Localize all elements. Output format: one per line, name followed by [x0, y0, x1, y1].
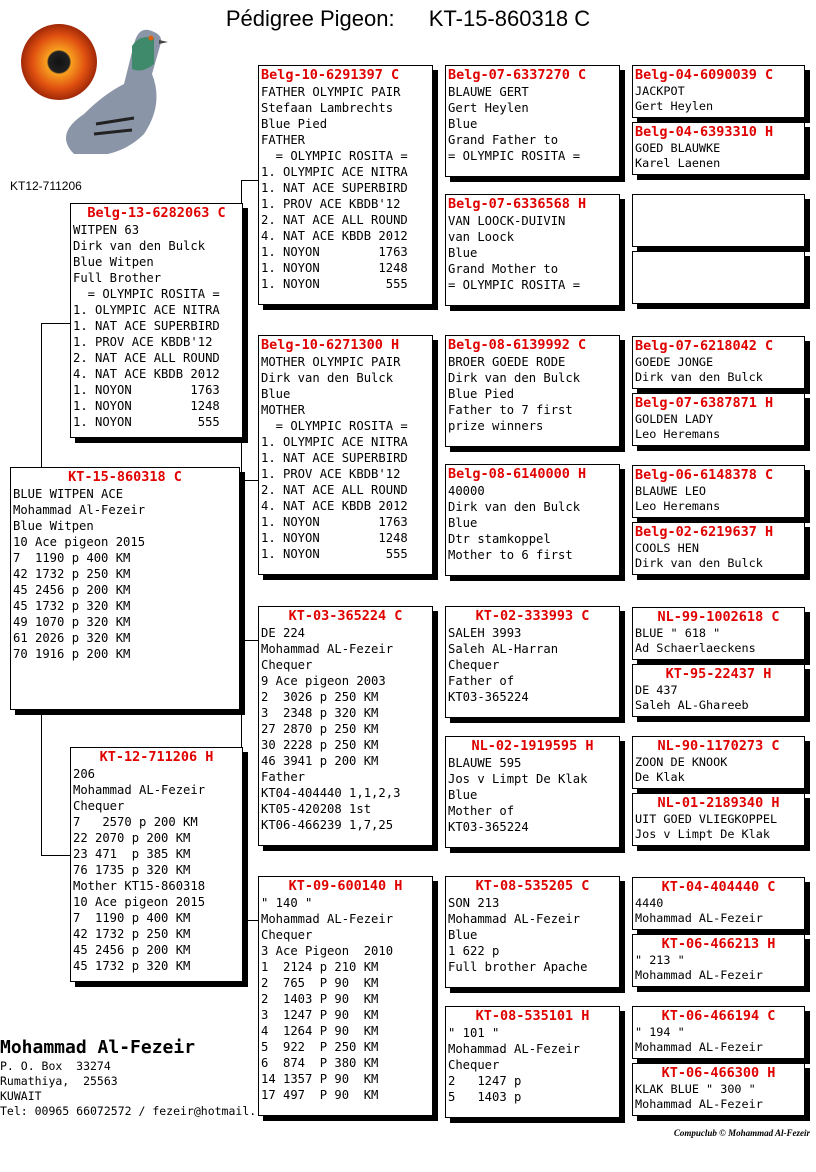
ring-number: KT-06-466300 H [661, 1065, 776, 1081]
info-line: Full Brother [73, 271, 162, 285]
info-line: Blue [448, 928, 478, 942]
info-line: 1. NOYON 1248 [261, 261, 408, 275]
ancestor-box [632, 522, 805, 575]
info-line: " 140 " [261, 896, 313, 910]
info-line: BLAUWE 595 [448, 756, 522, 770]
info-line: Full brother Apache [448, 960, 588, 974]
ancestor-box [445, 736, 620, 848]
info-line: Mohammad AL-Fezeir [261, 642, 394, 656]
info-line: ZOON DE KNOOK [635, 755, 728, 769]
ancestor-box [632, 877, 805, 930]
info-line: " 101 " [448, 1026, 500, 1040]
connector [241, 480, 258, 481]
ancestor-box [445, 1006, 620, 1118]
info-line: 1. OLYMPIC ACE NITRA [261, 165, 408, 179]
info-line: 9 Ace pigeon 2003 [261, 674, 386, 688]
owner-contact-line: Tel: 00965 66072572 / fezeir@hotmail. [0, 1104, 257, 1118]
info-line: van Loock [448, 230, 515, 244]
ring-number: NL-99-1002618 C [657, 609, 780, 625]
info-line: Leo Heremans [635, 498, 721, 513]
ring-number: Belg-02-6219637 H [635, 524, 774, 540]
info-line: 1. NOYON 1763 [261, 245, 408, 259]
footer-credit: Compuclub © Mohammad Al-Fezeir [673, 1128, 810, 1138]
info-line: Blue Witpen [13, 519, 94, 533]
info-line: 4. NAT ACE KBDB 2012 [73, 367, 220, 381]
mother-box [70, 747, 243, 982]
ring-number: Belg-04-6090039 C [635, 67, 774, 83]
ancestor-box [632, 736, 805, 789]
info-line: 1. NAT ACE SUPERBIRD [261, 181, 408, 195]
connector [622, 100, 623, 145]
info-line: Blue Pied [261, 117, 328, 131]
info-line: 23 471 p 385 KM [73, 847, 191, 861]
info-line: KLAK BLUE " 300 " [635, 1082, 756, 1096]
info-line: BROER GOEDE RODE [448, 355, 566, 369]
ring-number: KT-12-711206 H [99, 749, 214, 765]
info-line: = OLYMPIC ROSITA = [73, 287, 220, 301]
info-line: 1 622 p [448, 944, 500, 958]
info-line: Father to 7 first [448, 403, 573, 417]
info-line: Blue [448, 117, 478, 131]
ring-number: KT-06-466194 C [661, 1008, 776, 1024]
info-line: Mohammad AL-Fezeir [73, 783, 206, 797]
info-line: 206 [73, 767, 96, 781]
ring-number: Belg-10-6271300 H [261, 337, 400, 353]
info-line: Chequer [261, 658, 313, 672]
info-line: 22 2070 p 200 KM [73, 831, 191, 845]
info-line: 3 1247 P 90 KM [261, 1008, 379, 1022]
info-line: 1. PROV ACE KBDB'12 [261, 197, 401, 211]
info-line: Mother KT15-860318 [73, 879, 206, 893]
info-line: 1. NOYON 555 [261, 277, 408, 291]
info-line: KT04-404440 1,1,2,3 [261, 786, 401, 800]
info-line: Dirk van den Bulck [448, 371, 581, 385]
info-line: 61 2026 p 320 KM [13, 631, 131, 645]
info-line: 7 1190 p 400 KM [13, 551, 131, 565]
info-line: 76 1735 p 320 KM [73, 863, 191, 877]
info-line: = OLYMPIC ROSITA = [448, 149, 581, 163]
info-line: 49 1070 p 320 KM [13, 615, 131, 629]
info-line: Stefaan Lambrechts [261, 101, 394, 115]
info-line: Dirk van den Bulck [635, 369, 763, 384]
info-line: Blue [448, 516, 478, 530]
info-line: Saleh AL-Ghareeb [635, 697, 749, 712]
info-line: Leo Heremans [635, 426, 721, 441]
ancestor-box [632, 664, 805, 717]
grandfather-paternal-box [258, 65, 433, 305]
info-line: 45 1732 p 320 KM [73, 959, 191, 973]
ancestor-box [445, 606, 620, 718]
info-line: Dtr stamkoppel [448, 532, 551, 546]
owner-address-line: Rumathiya, 25563 [0, 1074, 118, 1088]
info-line: 5 1403 p [448, 1090, 522, 1104]
info-line: Ad Schaerlaeckens [635, 640, 756, 655]
info-line: 17 497 P 90 KM [261, 1088, 379, 1102]
info-line: 1. NOYON 1763 [73, 383, 220, 397]
info-line: Blue Witpen [73, 255, 154, 269]
info-line: 1. NOYON 555 [261, 547, 408, 561]
info-line: = OLYMPIC ROSITA = [261, 419, 408, 433]
info-line: SALEH 3993 [448, 626, 522, 640]
info-line: Mohammad AL-Fezeir [448, 912, 581, 926]
title-label: Pédigree Pigeon: [225, 6, 395, 31]
ancestor-box [632, 393, 805, 446]
ring-number: KT-95-22437 H [665, 666, 772, 682]
ancestor-box [445, 194, 620, 306]
connector [436, 930, 437, 1055]
info-line: Mohammad Al-Fezeir [13, 503, 146, 517]
info-line: Gert Heylen [448, 101, 529, 115]
info-line: 70 1916 p 200 KM [13, 647, 131, 661]
info-line: Mohammad AL-Fezeir [635, 1039, 763, 1054]
info-line: 1. NOYON 555 [73, 415, 220, 429]
info-line: 1. PROV ACE KBDB'12 [73, 335, 213, 349]
info-line: BLUE " 618 " [635, 626, 721, 640]
ring-number: KT-03-365224 C [288, 608, 403, 624]
info-line: Father of [448, 674, 515, 688]
info-line: 3 2348 p 320 KM [261, 706, 379, 720]
info-line: 7 1190 p 400 KM [73, 911, 191, 925]
info-line: Mohammad AL-Fezeir [635, 967, 763, 982]
info-line: Gert Heylen [635, 98, 714, 113]
owner-address-line: KUWAIT [0, 1089, 42, 1103]
ancestor-box [632, 934, 805, 987]
ring-number: NL-90-1170273 C [657, 738, 780, 754]
info-line: 4440 [635, 896, 664, 910]
info-line: 1. NAT ACE SUPERBIRD [73, 319, 220, 333]
info-line: 14 1357 P 90 KM [261, 1072, 379, 1086]
info-line: WITPEN 63 [73, 223, 140, 237]
info-line: Blue [448, 788, 478, 802]
ancestor-box [445, 876, 620, 988]
info-line: 5 922 P 250 KM [261, 1040, 379, 1054]
photo-label: KT12-711206 [10, 179, 82, 193]
info-line: 1. NAT ACE SUPERBIRD [261, 451, 408, 465]
info-line: 7 2570 p 200 KM [73, 815, 198, 829]
father-box [70, 203, 243, 438]
info-line: prize winners [448, 419, 544, 433]
connector [622, 1040, 623, 1085]
info-line: 42 1732 p 250 KM [13, 567, 131, 581]
info-line: Father [261, 770, 306, 784]
info-line: JACKPOT [635, 84, 685, 98]
info-line: DE 224 [261, 626, 306, 640]
info-line: Jos v Limpt De Klak [635, 826, 770, 841]
info-line: BLAUWE GERT [448, 85, 529, 99]
info-line: = OLYMPIC ROSITA = [448, 278, 581, 292]
info-line: 45 2456 p 200 KM [73, 943, 191, 957]
ring-number: Belg-08-6140000 H [448, 466, 587, 482]
info-line: = OLYMPIC ROSITA = [261, 149, 408, 163]
grandfather-maternal-box [258, 606, 433, 846]
info-line: GOEDE JONGE [635, 355, 714, 369]
info-line: " 213 " [635, 953, 685, 967]
info-line: COOLS HEN [635, 541, 699, 555]
info-line: 4 1264 P 90 KM [261, 1024, 379, 1038]
info-line: 1. NOYON 1248 [73, 399, 220, 413]
info-line: 10 Ace pigeon 2015 [13, 535, 146, 549]
info-line: Mohammad AL-Fezeir [635, 910, 763, 925]
info-line: DE 437 [635, 683, 678, 697]
ancestor-box [445, 65, 620, 177]
ring-number: Belg-08-6139992 C [448, 337, 587, 353]
info-line: Mother of [448, 804, 515, 818]
ring-number: KT-09-600140 H [288, 878, 403, 894]
info-line: 3 Ace Pigeon 2010 [261, 944, 394, 958]
ring-number: Belg-13-6282063 C [87, 205, 226, 221]
connector [41, 323, 70, 324]
info-line: 27 2870 p 250 KM [261, 722, 379, 736]
ancestor-box [632, 607, 805, 660]
ring-number: KT-04-404440 C [661, 879, 776, 895]
grandmother-maternal-box [258, 876, 433, 1116]
info-line: Karel Laenen [635, 155, 721, 170]
info-line: GOLDEN LADY [635, 412, 714, 426]
info-line: 42 1732 p 250 KM [73, 927, 191, 941]
connector [622, 905, 623, 950]
info-line: 45 1732 p 320 KM [13, 599, 131, 613]
info-line: FATHER OLYMPIC PAIR [261, 85, 401, 99]
connector [622, 640, 623, 685]
ring-number: KT-06-466213 H [661, 936, 776, 952]
info-line: Mohammad AL-Fezeir [448, 1042, 581, 1056]
connector [436, 390, 437, 515]
info-line: Blue Pied [448, 387, 515, 401]
connector [41, 323, 42, 467]
ring-number: KT-08-535101 H [475, 1008, 590, 1024]
info-line: Blue [448, 246, 478, 260]
info-line: 2. NAT ACE ALL ROUND [261, 213, 408, 227]
grandmother-paternal-box [258, 335, 433, 575]
info-line: Dirk van den Bulck [635, 555, 763, 570]
ring-number: Belg-07-6336568 H [448, 196, 587, 212]
info-line: Chequer [73, 799, 125, 813]
ancestor-box [632, 1063, 805, 1116]
connector [241, 920, 258, 921]
info-line: 46 3941 p 200 KM [261, 754, 379, 768]
info-line: 6 874 P 380 KM [261, 1056, 379, 1070]
info-line: Mohammad AL-Fezeir [635, 1096, 763, 1111]
info-line: 2 765 P 90 KM [261, 976, 379, 990]
owner-address-line: P. O. Box 33274 [0, 1059, 111, 1073]
connector [436, 120, 437, 245]
info-line: FATHER [261, 133, 306, 147]
info-line: 1 2124 p 210 KM [261, 960, 379, 974]
ancestor-box [445, 464, 620, 576]
connector [241, 640, 258, 641]
ancestor-box [445, 335, 620, 447]
ancestor-box [632, 793, 805, 846]
info-line: Saleh AL-Harran [448, 642, 559, 656]
eye-icon [21, 24, 97, 100]
info-line: 1. NOYON 1248 [261, 531, 408, 545]
connector [622, 230, 623, 275]
info-line: Jos v Limpt De Klak [448, 772, 588, 786]
info-line: MOTHER [261, 403, 306, 417]
info-line: Chequer [261, 928, 313, 942]
info-line: 40000 [448, 484, 485, 498]
info-line: Mother to 6 first [448, 548, 573, 562]
pigeon-photo [14, 14, 174, 174]
info-line: BLAUWE LEO [635, 484, 707, 498]
info-line: KT03-365224 [448, 690, 529, 704]
ring-number: KT-02-333993 C [475, 608, 590, 624]
info-line: 4. NAT ACE KBDB 2012 [261, 229, 408, 243]
info-line: 2. NAT ACE ALL ROUND [261, 483, 408, 497]
info-line: 2 1247 p [448, 1074, 522, 1088]
ancestor-box-empty [632, 251, 805, 304]
ring-number: Belg-06-6148378 C [635, 467, 774, 483]
info-line: 10 Ace pigeon 2015 [73, 895, 206, 909]
info-line: 4. NAT ACE KBDB 2012 [261, 499, 408, 513]
info-line: 30 2228 p 250 KM [261, 738, 379, 752]
ring-number: KT-08-535205 C [475, 878, 590, 894]
info-line: VAN LOOCK-DUIVIN [448, 214, 566, 228]
info-line: Dirk van den Bulck [261, 371, 394, 385]
ring-number: Belg-10-6291397 C [261, 67, 400, 83]
info-line: 1. NOYON 1763 [261, 515, 408, 529]
info-line: MOTHER OLYMPIC PAIR [261, 355, 401, 369]
info-line: KT03-365224 [448, 820, 529, 834]
ring-number: Belg-07-6387871 H [635, 395, 774, 411]
ancestor-box [632, 122, 805, 175]
info-line: KT05-420208 1st [261, 802, 372, 816]
info-line: 1. PROV ACE KBDB'12 [261, 467, 401, 481]
connector [41, 710, 42, 855]
info-line: KT06-466239 1,7,25 [261, 818, 394, 832]
ring-number: NL-01-2189340 H [657, 795, 780, 811]
info-line: Blue [261, 387, 291, 401]
ancestor-box [632, 465, 805, 518]
ring-number: KT-15-860318 C [68, 469, 182, 485]
info-line: Grand Mother to [448, 262, 559, 276]
info-line: Chequer [448, 658, 500, 672]
connector [622, 370, 623, 415]
info-line: Dirk van den Bulck [448, 500, 581, 514]
info-line: Grand Father to [448, 133, 559, 147]
info-line: SON 213 [448, 896, 500, 910]
owner-info [0, 1037, 256, 1119]
info-line: 45 2456 p 200 KM [13, 583, 131, 597]
ancestor-box-empty [632, 194, 805, 247]
info-line: 2. NAT ACE ALL ROUND [73, 351, 220, 365]
ring-number: NL-02-1919595 H [471, 738, 594, 754]
info-line: 2 1403 P 90 KM [261, 992, 379, 1006]
title-ring: KT-15-860318 C [428, 6, 591, 31]
ring-number: Belg-07-6218042 C [635, 338, 774, 354]
info-line: 2 3026 p 250 KM [261, 690, 379, 704]
ring-number: Belg-07-6337270 C [448, 67, 587, 83]
connector [622, 770, 623, 815]
ancestor-box [632, 65, 805, 118]
info-line: De Klak [635, 769, 685, 784]
ancestor-box [632, 1006, 805, 1059]
connector [622, 500, 623, 545]
info-line: 1. OLYMPIC ACE NITRA [73, 303, 220, 317]
info-line: GOED BLAUWKE [635, 141, 721, 155]
info-line: Chequer [448, 1058, 500, 1072]
info-line: 1. OLYMPIC ACE NITRA [261, 435, 408, 449]
main-pigeon-box [10, 467, 240, 710]
ancestor-box [632, 336, 805, 389]
connector [241, 180, 258, 181]
owner-name: Mohammad Al-Fezeir [0, 1037, 196, 1058]
info-line: Dirk van den Bulck [73, 239, 206, 253]
connector [41, 855, 70, 856]
connector [436, 660, 437, 785]
info-line: " 194 " [635, 1025, 685, 1039]
info-line: BLUE WITPEN ACE [13, 487, 124, 501]
ring-number: Belg-04-6393310 H [635, 124, 774, 140]
info-line: UIT GOED VLIEGKOPPEL [635, 812, 778, 826]
info-line: Mohammad AL-Fezeir [261, 912, 394, 926]
